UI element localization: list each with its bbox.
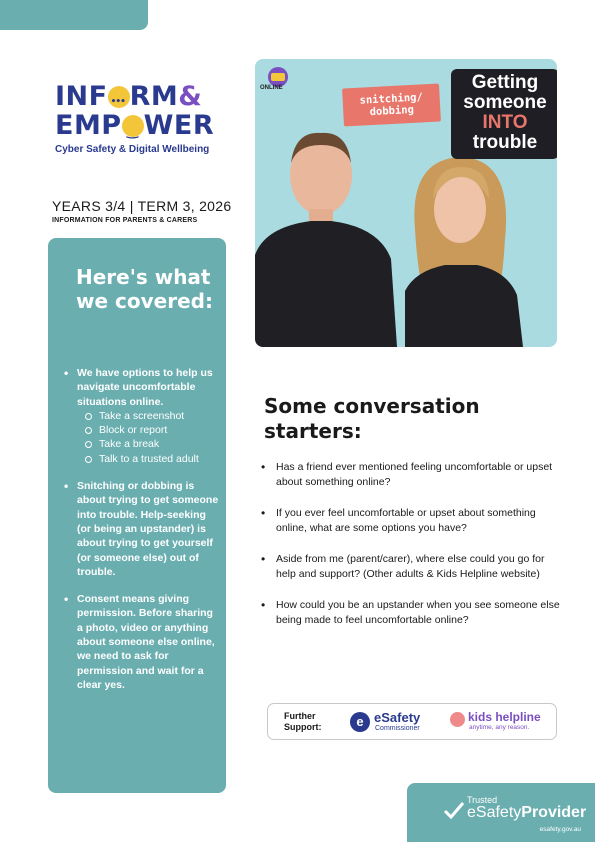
- hero-title-accent: INTO: [482, 112, 528, 133]
- conversation-list: [260, 460, 560, 644]
- chat-bubble-icon: [108, 86, 130, 108]
- list-item: [61, 366, 221, 466]
- list-item-text: Snitching or dobbing is about trying to get someone into trouble. Help-seeking (or being an upstander) is about trying to get yourself (or someone else) out of trouble.: [77, 480, 219, 578]
- list-item: [61, 479, 221, 579]
- options-list: [77, 409, 221, 466]
- logo-line-2: [55, 111, 225, 140]
- panel-title: Here's what we covered:: [76, 265, 213, 313]
- covered-list: [61, 366, 221, 705]
- top-tab-decoration: [0, 0, 148, 30]
- trusted-provider-name: [467, 804, 586, 822]
- esafety-logo-icon: e: [350, 712, 370, 732]
- conversation-title: Some conversation starters:: [264, 394, 480, 443]
- option-item: Take a break: [77, 437, 221, 451]
- hero-title: [451, 69, 557, 159]
- hero-title-line: trouble: [472, 132, 538, 153]
- snitching-label: snitching/ dobbing: [342, 83, 441, 126]
- hero-title-line: Getting someone: [463, 72, 547, 113]
- esafety-name: eSafety: [374, 710, 421, 725]
- kids-helpline-name: kids helpline: [468, 710, 541, 724]
- logo-text: EMP: [55, 110, 122, 141]
- years-term: YEARS 3/4 | TERM 3, 2026: [52, 198, 232, 214]
- logo-text: RM: [129, 81, 179, 112]
- logo-line-1: [55, 82, 225, 111]
- further-support-box: [267, 703, 557, 740]
- covered-panel: [48, 238, 226, 793]
- logo-ampersand: &: [178, 81, 203, 112]
- trusted-esafety: eSafety: [467, 804, 522, 821]
- support-label: Further Support:: [284, 711, 322, 732]
- inform-empower-logo: [55, 82, 225, 155]
- kids-helpline-sub: anytime, any reason.: [469, 724, 530, 731]
- option-item: Talk to a trusted adult: [77, 452, 221, 466]
- online-badge-text: ONLINE: [260, 85, 283, 91]
- esafety-sub: Commissioner: [375, 725, 420, 732]
- list-item: [61, 592, 221, 692]
- smiley-icon: [122, 115, 144, 137]
- option-item: Block or report: [77, 423, 221, 437]
- trusted-provider-badge: [407, 783, 595, 842]
- logo-subtitle: Cyber Safety & Digital Wellbeing: [55, 144, 210, 155]
- audience-line: INFORMATION FOR PARENTS & CARERS: [52, 217, 198, 224]
- conversation-item: • If you ever feel uncomfortable or upset about something online, what are some options you have?: [260, 506, 560, 536]
- list-item-text: We have options to help us navigate uncomfortable situations online.: [77, 367, 213, 408]
- list-item-text: Consent means giving permission. Before sharing a photo, video or anything about someone else online, we need to ask for permission and wait for a clear yes.: [77, 593, 215, 691]
- kids-helpline-logo-icon: [450, 712, 465, 727]
- trusted-label: Trusted: [467, 795, 498, 805]
- conversation-item: • Has a friend ever mentioned feeling uncomfortable or upset about something online?: [260, 460, 560, 490]
- logo-text: WER: [143, 110, 215, 141]
- trusted-url: esafety.gov.au: [539, 826, 581, 833]
- checkmark-icon: [443, 799, 465, 821]
- logo-text: INF: [55, 81, 108, 112]
- trusted-provider: Provider: [521, 804, 587, 821]
- hero-image: [255, 59, 557, 347]
- conversation-item: • Aside from me (parent/carer), where else could you go for help and support? (Other adults & Kids Helpline website): [260, 552, 560, 582]
- conversation-item: • How could you be an upstander when you see someone else being made to feel uncomfortable online?: [260, 598, 560, 628]
- option-item: Take a screenshot: [77, 409, 221, 423]
